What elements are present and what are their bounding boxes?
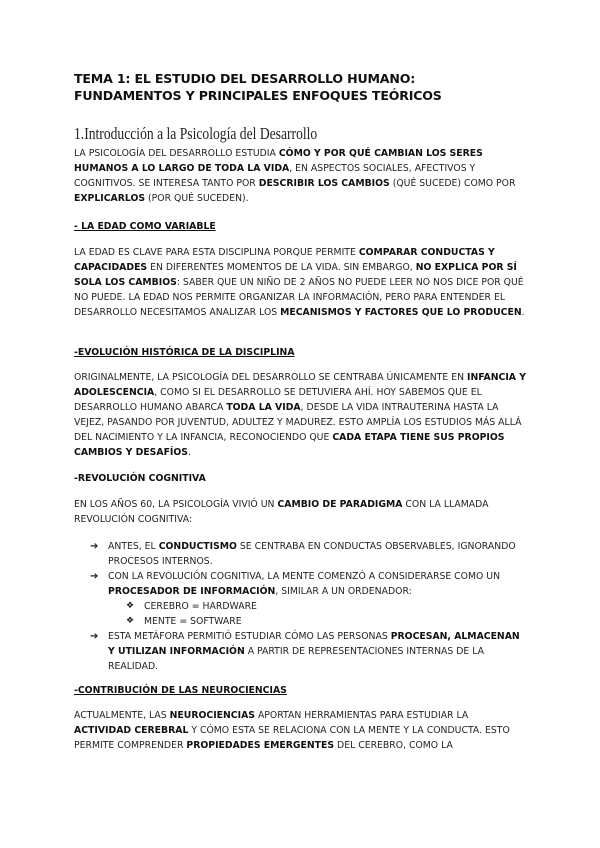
neuro-paragraph: ACTUALMENTE, LAS NEUROCIENCIAS APORTAN HERRAMIENTAS PARA ESTUDIAR LA ACTIVIDAD CEREBRAL Y CÓMO ESTA SE RELACIONA CON LA MENTE Y LA CONDUCTA. ESTO PERMITE COMPRENDER PROPIEDADES EMERGENTES DEL CEREBRO, COMO LA bbox=[74, 710, 510, 751]
revolucion-heading: -REVOLUCIÓN COGNITIVA bbox=[74, 473, 206, 484]
section-heading: 1.Introducción a la Psicología del Desarrollo bbox=[74, 124, 318, 143]
list-item: ➔ ESTA METÁFORA PERMITIÓ ESTUDIAR CÓMO LAS PERSONAS PROCESAN, ALMACENAN Y UTILIZAN INFORMACIÓN A PARTIR DE REPRESENTACIONES INTERNAS DE LA REALIDAD. bbox=[90, 631, 520, 672]
sub-list bbox=[108, 599, 526, 629]
neuro-heading: -CONTRIBUCIÓN DE LAS NEUROCIENCIAS bbox=[74, 685, 287, 696]
diamond-bullet-icon: ❖ bbox=[126, 616, 135, 626]
revolucion-paragraph: EN LOS AÑOS 60, LA PSICOLOGÍA VIVIÓ UN CAMBIO DE PARADIGMA CON LA LLAMADA REVOLUCIÓN COGNITIVA: bbox=[74, 499, 489, 525]
revolucion-list bbox=[74, 539, 526, 674]
intro-paragraph: LA PSICOLOGÍA DEL DESARROLLO ESTUDIA CÓMO Y POR QUÉ CAMBIAN LOS SERES HUMANOS A LO LARGO DE TODA LA VIDA, EN ASPECTOS SOCIALES, AFECTIVOS Y COGNITIVOS. SE INTERESA TANTO POR DESCRIBIR LOS CAMBIOS (QUÉ SUCEDE) COMO POR EXPLICARLOS (POR QUÉ SUCEDEN). bbox=[74, 148, 516, 204]
edad-heading: - LA EDAD COMO VARIABLE bbox=[74, 221, 216, 232]
sub-list-item: ❖ CEREBRO = HARDWARE bbox=[126, 601, 257, 612]
arrow-bullet-icon: ➔ bbox=[90, 541, 99, 552]
list-item: ➔ CON LA REVOLUCIÓN COGNITIVA, LA MENTE COMENZÓ A CONSIDERARSE COMO UN PROCESADOR DE INFORMACIÓN, SIMILAR A UN ORDENADOR: ❖ CEREBRO = HARDWARE ❖ MENTE = SOFTWARE bbox=[74, 569, 526, 629]
edad-paragraph: LA EDAD ES CLAVE PARA ESTA DISCIPLINA PORQUE PERMITE COMPARAR CONDUCTAS Y CAPACIDADES EN DIFERENTES MOMENTOS DE LA VIDA. SIN EMBARGO, NO EXPLICA POR SÍ SOLA LOS CAMBIOS: SABER QUE UN NIÑO DE 2 AÑOS NO PUEDE LEER NO NOS DICE POR QUÉ NO PUEDE. LA EDAD NOS PERMITE ORGANIZAR LA INFORMACIÓN, PERO PARA ENTENDER EL DESARROLLO NECESITAMOS ANALIZAR LOS MECANISMOS Y FACTORES QUE LO PRODUCEN. bbox=[74, 247, 525, 318]
historia-heading: -EVOLUCIÓN HISTÓRICA DE LA DISCIPLINA bbox=[74, 347, 295, 358]
diamond-bullet-icon: ❖ bbox=[126, 601, 135, 611]
arrow-bullet-icon: ➔ bbox=[90, 571, 99, 582]
document-title: TEMA 1: EL ESTUDIO DEL DESARROLLO HUMANO: FUNDAMENTOS Y PRINCIPALES ENFOQUES TEÓRICOS bbox=[74, 71, 442, 103]
sub-list-item: ❖ MENTE = SOFTWARE bbox=[126, 616, 242, 627]
historia-paragraph: ORIGINALMENTE, LA PSICOLOGÍA DEL DESARROLLO SE CENTRABA ÚNICAMENTE EN INFANCIA Y ADOLESCENCIA, COMO SI EL DESARROLLO SE DETUVIERA AHÍ. HOY SABEMOS QUE EL DESARROLLO HUMANO ABARCA TODA LA VIDA, DESDE LA VIDA INTRAUTERINA HASTA LA VEJEZ, PASANDO POR JUVENTUD, ADULTEZ Y MADUREZ. ESTO AMPLÍA LOS ESTUDIOS MÁS ALLÁ DEL NACIMIENTO Y LA INFANCIA, RECONOCIENDO QUE CADA ETAPA TIENE SUS PROPIOS CAMBIOS Y DESAFÍOS. bbox=[74, 372, 526, 458]
list-item: ➔ ANTES, EL CONDUCTISMO SE CENTRABA EN CONDUCTAS OBSERVABLES, IGNORANDO PROCESOS INTERNOS. bbox=[90, 541, 516, 567]
arrow-bullet-icon: ➔ bbox=[90, 631, 99, 642]
